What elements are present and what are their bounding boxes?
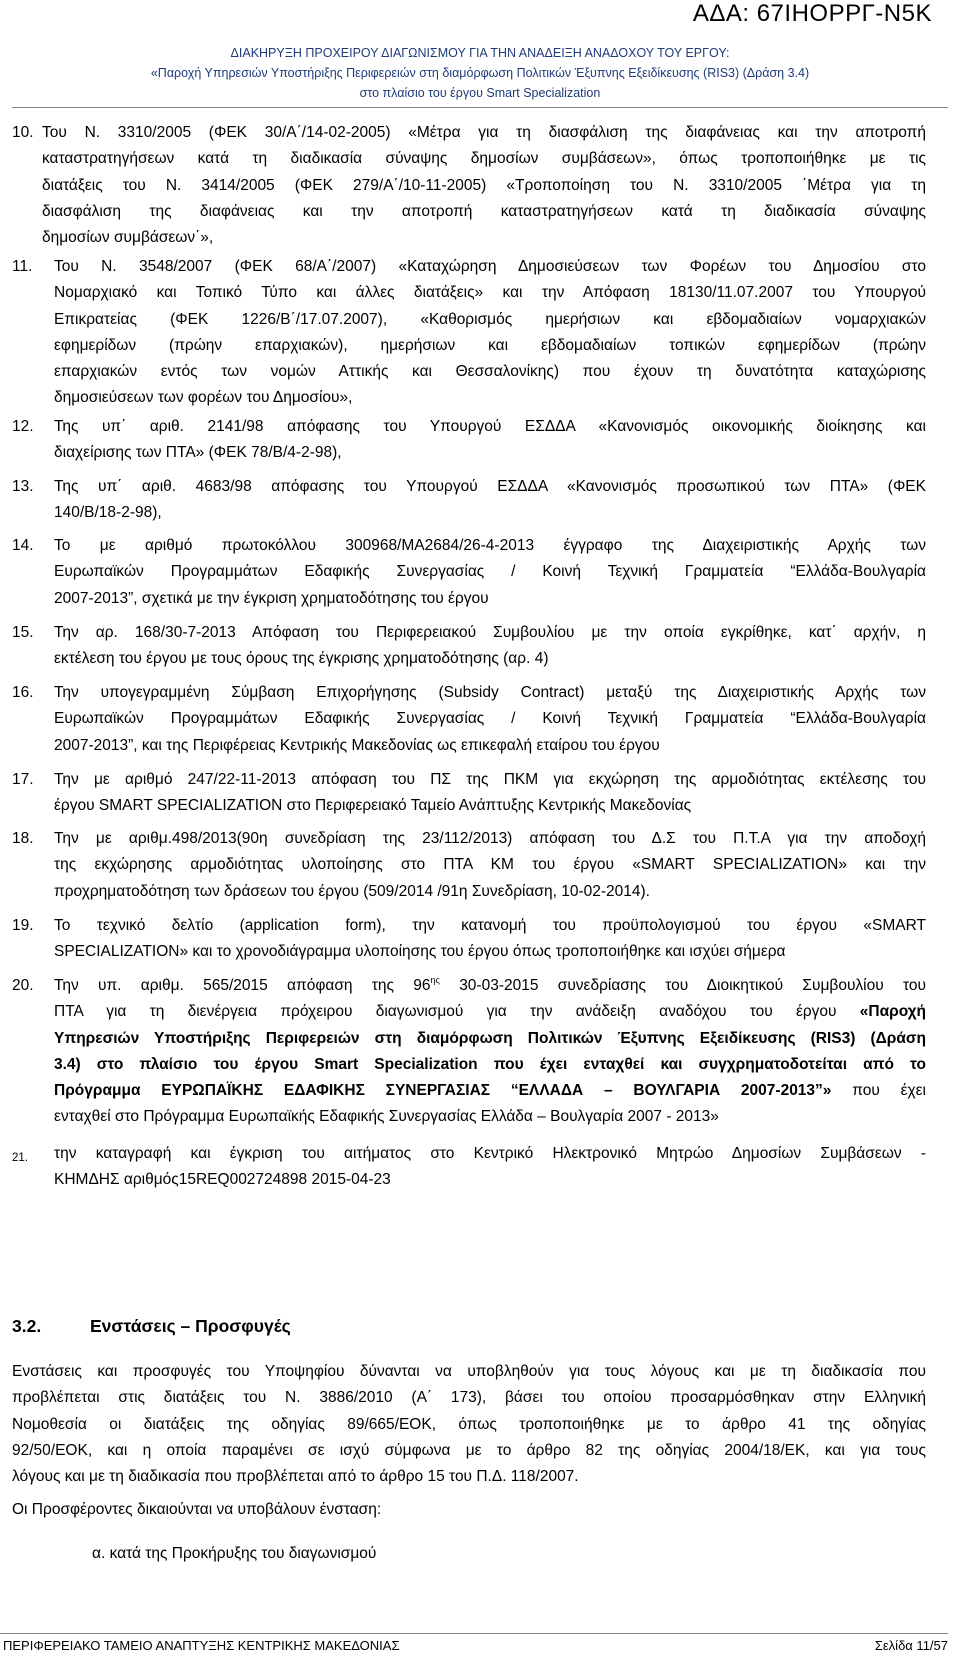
item-number: 17. <box>12 771 34 788</box>
item-line: Το με αριθμό πρωτοκόλλου 300968/ΜΑ2684/26-4-2013 έγγραφο της Διαχειριστικής Αρχής των <box>54 537 926 554</box>
list-item-19 <box>12 913 926 966</box>
list-item-21 <box>12 1141 926 1194</box>
item-line: εφημερίδων (πρώην επαρχιακών), ημερήσιων και εβδομαδιαίων τοπικών εφημερίδων (πρώην <box>54 336 926 354</box>
item-line: Της υπ΄ αριθ. 2141/98 απόφασης του Υπουργού ΕΣΔΔΑ «Κανονισμός οικονομικής διοίκησης και <box>54 418 926 435</box>
list-item-14 <box>12 533 926 612</box>
list-item-17 <box>12 767 926 820</box>
item-line: Της υπ΄ αριθ. 4683/98 απόφασης του Υπουργού ΕΣΔΔΑ «Κανονισμός προσωπικού των ΠΤΑ» (ΦΕΚ <box>54 478 926 495</box>
item-text-bold: «Παροχή <box>859 1003 926 1021</box>
item-text: ΠΤΑ για τη διενέργεια πρόχειρου διαγωνισμού για την ανάδειξη αναδόχου του έργου <box>54 1003 837 1021</box>
item-line: Του Ν. 3548/2007 (ΦΕΚ 68/Α΄/2007) «Καταχώρηση Δημοσιεύσεων των Φορέων του Δημοσίου στο <box>54 258 926 275</box>
item-line: της εκχώρησης αρμοδιότητας υλοποίησης στο ΠΤΑ ΚΜ του έργου «SMART SPECIALIZATION» και την <box>54 856 926 874</box>
paragraph-line: Νομοθεσία οι διατάξεις της οδηγίας 89/665/ΕΟΚ, όπως τροποποιήθηκε με το άρθρο 41 της οδηγίας <box>12 1415 926 1433</box>
item-line: Υπηρεσιών Υποστήριξης Περιφερειών στη διαμόρφωση Πολιτικών Έξυπνης Εξειδίκευσης (RIS3) (Δράση <box>54 1029 926 1047</box>
footer-divider <box>0 1633 948 1634</box>
list-item-15 <box>12 620 926 673</box>
item-number: 16. <box>12 684 34 701</box>
header-subproject: στο πλαίσιο του έργου Smart Specialization <box>359 86 601 100</box>
item-line: διατάξεις του Ν. 3414/2005 (ΦΕΚ 279/Α΄/10-11-2005) «Τροποποίηση του Ν. 3310/2005 ΄Μέτρα για τη <box>42 176 926 194</box>
item-line: Του Ν. 3310/2005 (ΦΕΚ 30/Α΄/14-02-2005) «Μέτρα για τη διασφάλιση της διαφάνειας και την αποτροπή <box>42 124 926 141</box>
section-paragraph <box>12 1359 926 1490</box>
item-line: επαρχιακών εντός των νομών Αττικής και Θεσσαλονίκης) που έχουν τη δυνατότητα καταχώρισης <box>54 363 926 381</box>
item-line: διαχείρισης των ΠΤΑ» (ΦΕΚ 78/Β/4-2-98), <box>54 444 342 462</box>
paragraph-line: α. κατά της Προκήρυξης του διαγωνισμού <box>92 1545 377 1562</box>
item-line: Την με αριθμ.498/2013(90η συνεδρίαση της 23/112/2013) απόφαση του Δ.Σ του Π.Τ.Α για την αποδοχή <box>54 830 926 847</box>
paragraph-line: Ενστάσεις και προσφυγές του Υποψηφίου δύνανται να υποβληθούν για τους λόγους και με τη διαδικασία που <box>12 1363 926 1380</box>
list-item-12 <box>12 414 926 467</box>
ordinal-suffix: ης <box>430 975 440 985</box>
list-item-13 <box>12 474 926 527</box>
item-number: 21. <box>12 1152 28 1164</box>
section-title: Ενστάσεις – Προσφυγές <box>90 1316 291 1336</box>
item-line: διασφάλιση της διαφάνειας και την αποτροπή καταστρατηγήσεων κατά τη διαδικασία σύναψης <box>42 202 926 220</box>
item-line: καταστρατηγήσεων κατά τη διαδικασία σύναψης δημοσίων συμβάσεων», όπως τροποποιήθηκε με τις <box>42 150 926 168</box>
item-line: 140/Β/18-2-98), <box>54 504 162 522</box>
header-project: «Παροχή Υπηρεσιών Υποστήριξης Περιφερειών στη διαμόρφωση Πολιτικών Έξυπνης Εξειδίκευσης (RIS3) (Δράση 3.4) <box>150 66 810 80</box>
item-number: 11. <box>12 258 33 275</box>
paragraph-objections <box>12 1497 926 1523</box>
item-line: Ευρωπαϊκών Προγραμμάτων Εδαφικής Συνεργασίας / Κοινή Τεχνική Γραμματεία “Ελλάδα-Βουλγαρία <box>54 563 926 581</box>
item-line: έργου SMART SPECIALIZATION στο Περιφερειακό Ταμείο Ανάπτυξης Κεντρικής Μακεδονίας <box>54 797 692 815</box>
item-line: εκτέλεση του έργου με τους όρους της έγκρισης χρηματοδότησης (αρ. 4) <box>54 650 549 668</box>
item-line: Την αρ. 168/30-7-2013 Απόφαση του Περιφερειακού Συμβουλίου με την οποία εγκρίθηκε, κατ΄ αρχήν, η <box>54 624 926 641</box>
item-line: 2007-2013”, και της Περιφέρειας Κεντρικής Μακεδονίας ως επικεφαλή εταίρου του έργου <box>54 736 660 754</box>
item-number: 10. <box>12 124 34 141</box>
item-number: 14. <box>12 537 34 554</box>
item-number: 19. <box>12 917 34 934</box>
item-line: Νομαρχιακό και Τοπικό Τύπο και άλλες διατάξεις» και την Απόφαση 18130/11.07.2007 του Υπουργού <box>54 284 926 302</box>
paragraph-line: 92/50/ΕΟΚ, και η οποία παραμένει σε ισχύ σύμφωνα με το άρθρο 82 της οδηγίας 2004/18/ΕΚ, και για τους <box>12 1441 926 1459</box>
item-line: 2007-2013”, σχετικά με την έγκριση χρηματοδότησης του έργου <box>54 589 489 607</box>
list-item-11 <box>12 254 926 412</box>
list-item-18 <box>12 826 926 905</box>
item-text: που έχει <box>852 1082 926 1100</box>
list-item-16 <box>12 680 926 759</box>
item-number: 20. <box>12 977 34 994</box>
section-number: 3.2. <box>12 1316 42 1336</box>
item-line: SPECIALIZATION» και το χρονοδιάγραμμα υλοποίησης του έργου όπως τροποποιήθηκε και ισχύει σήμερα <box>54 943 786 961</box>
item-line: Την με αριθμό 247/22-11-2013 απόφαση του ΠΣ της ΠΚΜ για εκχώρηση της αρμοδιότητας εκτέλεσης του <box>54 771 926 788</box>
item-line: δημοσίων συμβάσεων΄», <box>42 229 214 247</box>
header-divider <box>12 107 948 108</box>
item-line: Το τεχνικό δελτίο (application form), την κατανομή του προϋπολογισμού του έργου «SMART <box>54 917 926 934</box>
item-number: 18. <box>12 830 34 847</box>
item-line <box>54 1078 926 1104</box>
item-text: Την υπ. αριθμ. 565/2015 απόφαση της 96 <box>54 977 431 994</box>
item-line: ενταχθεί στο Πρόγραμμα Ευρωπαϊκής Εδαφικής Συνεργασίας Ελλάδα – Βουλγαρία 2007 - 2013» <box>54 1108 719 1126</box>
item-text: 30-03-2015 συνεδρίασης του Διοικητικού Συμβουλίου του <box>459 977 926 994</box>
item-number: 12. <box>12 418 34 435</box>
paragraph-line: λόγους και με τη διαδικασία που προβλέπεται από το άρθρο 15 του Π.Δ. 118/2007. <box>12 1468 579 1486</box>
header-title: ΔΙΑΚΗΡΥΞΗ ΠΡΟΧΕΙΡΟΥ ΔΙΑΓΩΝΙΣΜΟΥ ΓΙΑ ΤΗΝ ΑΝΑΔΕΙΞΗ ΑΝΑΔΟΧΟΥ ΤΟΥ ΕΡΓΟΥ: <box>230 46 730 60</box>
item-number: 15. <box>12 624 34 641</box>
item-line: προχρηματοδότηση των δράσεων του έργου (509/2014 /91η Συνεδρίαση, 10-02-2014). <box>54 882 650 900</box>
item-line: ΚΗΜΔΗΣ αριθμός15REQ002724898 2015-04-23 <box>54 1171 391 1189</box>
item-number: 13. <box>12 478 34 495</box>
item-line: την καταγραφή και έγκριση του αιτήματος στο Κεντρικό Ηλεκτρονικό Μητρώο Δημοσίων Συμβάσεων - <box>54 1145 926 1162</box>
item-line: Επικρατείας (ΦΕΚ 1226/Β΄/17.07.2007), «Καθορισμός ημερήσιων και εβδομαδιαίων νομαρχιακών <box>54 310 926 328</box>
item-line <box>54 999 926 1025</box>
list-item-10 <box>12 120 926 251</box>
list-item-20 <box>12 973 926 1131</box>
page-number: Σελίδα 11/57 <box>874 1638 948 1653</box>
ada-code: ΑΔΑ: 67ΙΗΟΡΡΓ-Ν5Κ <box>692 0 932 27</box>
item-line <box>54 973 926 999</box>
item-line: Την υπογεγραμμένη Σύμβαση Επιχορήγησης (Subsidy Contract) μεταξύ της Διαχειριστικής Αρχής των <box>54 684 926 701</box>
objection-item-a <box>92 1541 892 1567</box>
item-line: Ευρωπαϊκών Προγραμμάτων Εδαφικής Συνεργασίας / Κοινή Τεχνική Γραμματεία “Ελλάδα-Βουλγαρία <box>54 710 926 728</box>
item-line: 3.4) στο πλαίσιο του έργου Smart Specialization που έχει ενταχθεί και συγχρηματοδοτείται από το <box>54 1055 926 1073</box>
item-line: δημοσιεύσεων των φορέων του Δημοσίου», <box>54 389 353 407</box>
paragraph-line: Οι Προσφέροντες δικαιούνται να υποβάλουν ένσταση: <box>12 1501 382 1518</box>
footer-organization: ΠΕΡΙΦΕΡΕΙΑΚΟ ΤΑΜΕΙΟ ΑΝΑΠΤΥΞΗΣ ΚΕΝΤΡΙΚΗΣ ΜΑΚΕΔΟΝΙΑΣ <box>3 1638 400 1653</box>
paragraph-line: προβλέπεται στις διατάξεις του Ν. 3886/2010 (Α΄ 173), βάσει του οποίου προσαρμόσθηκαν στην Ελληνική <box>12 1389 926 1407</box>
item-text-bold: Πρόγραμμα ΕΥΡΩΠΑΪΚΗΣ ΕΔΑΦΙΚΗΣ ΣΥΝΕΡΓΑΣΙΑΣ “ΕΛΛΑΔΑ – ΒΟΥΛΓΑΡΙΑ 2007-2013”» <box>54 1082 832 1100</box>
